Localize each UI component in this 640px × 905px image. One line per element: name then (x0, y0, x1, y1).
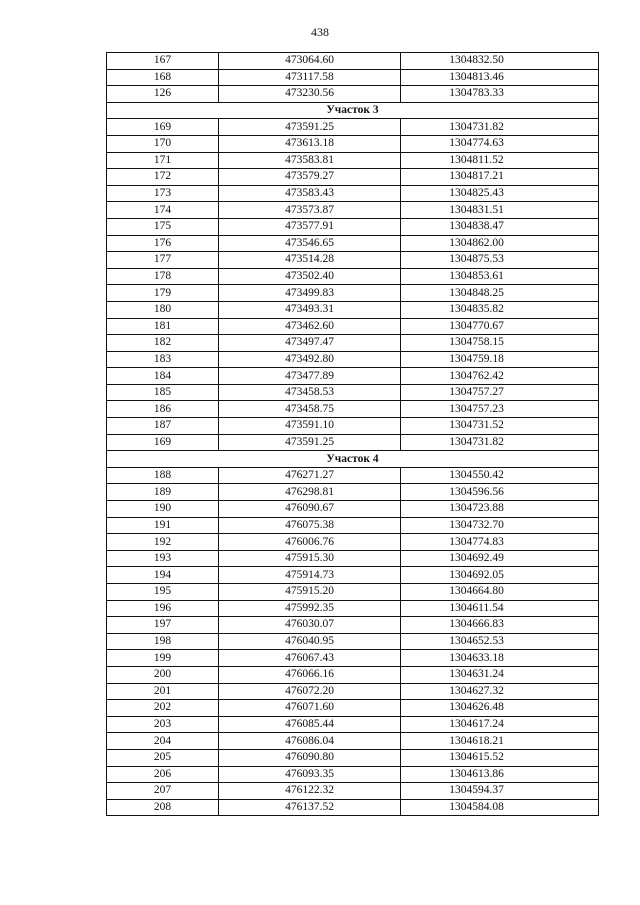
table-row (107, 301, 599, 318)
coordinates-table (106, 52, 599, 816)
table-row (107, 218, 599, 235)
x-coordinate-cell: 476090.80 (219, 749, 401, 766)
x-coordinate-cell: 473591.10 (219, 418, 401, 435)
y-coordinate-cell: 1304862.00 (401, 235, 599, 252)
point-number-cell: 175 (107, 218, 219, 235)
point-number-cell: 183 (107, 351, 219, 368)
point-number-cell: 202 (107, 700, 219, 717)
coordinates-table-body (107, 53, 599, 816)
table-row (107, 252, 599, 269)
point-number-cell: 179 (107, 285, 219, 302)
table-row (107, 285, 599, 302)
x-coordinate-cell: 476066.16 (219, 666, 401, 683)
y-coordinate-cell: 1304692.49 (401, 550, 599, 567)
y-coordinate-cell: 1304633.18 (401, 650, 599, 667)
y-coordinate-cell: 1304723.88 (401, 501, 599, 518)
y-coordinate-cell: 1304615.52 (401, 749, 599, 766)
point-number-cell: 173 (107, 185, 219, 202)
x-coordinate-cell: 473499.83 (219, 285, 401, 302)
y-coordinate-cell: 1304596.56 (401, 484, 599, 501)
point-number-cell: 169 (107, 434, 219, 451)
table-row (107, 335, 599, 352)
x-coordinate-cell: 473583.43 (219, 185, 401, 202)
point-number-cell: 199 (107, 650, 219, 667)
table-row (107, 749, 599, 766)
y-coordinate-cell: 1304774.63 (401, 135, 599, 152)
x-coordinate-cell: 473502.40 (219, 268, 401, 285)
x-coordinate-cell: 476093.35 (219, 766, 401, 783)
x-coordinate-cell: 473477.89 (219, 368, 401, 385)
y-coordinate-cell: 1304666.83 (401, 617, 599, 634)
y-coordinate-cell: 1304652.53 (401, 633, 599, 650)
y-coordinate-cell: 1304627.32 (401, 683, 599, 700)
x-coordinate-cell: 473546.65 (219, 235, 401, 252)
point-number-cell: 208 (107, 799, 219, 816)
point-number-cell: 194 (107, 567, 219, 584)
x-coordinate-cell: 473117.58 (219, 69, 401, 86)
y-coordinate-cell: 1304813.46 (401, 69, 599, 86)
table-row (107, 584, 599, 601)
page-number: 438 (311, 25, 329, 39)
point-number-cell: 174 (107, 202, 219, 219)
y-coordinate-cell: 1304617.24 (401, 716, 599, 733)
x-coordinate-cell: 473458.75 (219, 401, 401, 418)
y-coordinate-cell: 1304831.51 (401, 202, 599, 219)
table-row (107, 467, 599, 484)
table-row (107, 202, 599, 219)
table-row (107, 766, 599, 783)
point-number-cell: 181 (107, 318, 219, 335)
table-row (107, 53, 599, 70)
x-coordinate-cell: 475915.20 (219, 584, 401, 601)
point-number-cell: 184 (107, 368, 219, 385)
point-number-cell: 206 (107, 766, 219, 783)
y-coordinate-cell: 1304783.33 (401, 86, 599, 103)
section-header-row (107, 451, 599, 468)
point-number-cell: 204 (107, 733, 219, 750)
y-coordinate-cell: 1304774.83 (401, 534, 599, 551)
x-coordinate-cell: 473579.27 (219, 169, 401, 186)
table-row (107, 135, 599, 152)
table-row (107, 501, 599, 518)
section-title: Участок 3 (107, 102, 599, 119)
table-row (107, 600, 599, 617)
point-number-cell: 198 (107, 633, 219, 650)
point-number-cell: 186 (107, 401, 219, 418)
x-coordinate-cell: 476086.04 (219, 733, 401, 750)
table-row (107, 617, 599, 634)
table-row (107, 401, 599, 418)
table-row (107, 318, 599, 335)
table-row (107, 567, 599, 584)
table-row (107, 185, 599, 202)
y-coordinate-cell: 1304584.08 (401, 799, 599, 816)
y-coordinate-cell: 1304626.48 (401, 700, 599, 717)
y-coordinate-cell: 1304825.43 (401, 185, 599, 202)
table-row (107, 550, 599, 567)
y-coordinate-cell: 1304875.53 (401, 252, 599, 269)
point-number-cell: 168 (107, 69, 219, 86)
table-row (107, 86, 599, 103)
x-coordinate-cell: 476075.38 (219, 517, 401, 534)
point-number-cell: 190 (107, 501, 219, 518)
x-coordinate-cell: 473462.60 (219, 318, 401, 335)
point-number-cell: 200 (107, 666, 219, 683)
table-row (107, 700, 599, 717)
table-row (107, 799, 599, 816)
table-row (107, 683, 599, 700)
y-coordinate-cell: 1304770.67 (401, 318, 599, 335)
table-row (107, 235, 599, 252)
x-coordinate-cell: 473583.81 (219, 152, 401, 169)
point-number-cell: 196 (107, 600, 219, 617)
x-coordinate-cell: 476040.95 (219, 633, 401, 650)
point-number-cell: 201 (107, 683, 219, 700)
x-coordinate-cell: 473064.60 (219, 53, 401, 70)
y-coordinate-cell: 1304762.42 (401, 368, 599, 385)
point-number-cell: 169 (107, 119, 219, 136)
y-coordinate-cell: 1304832.50 (401, 53, 599, 70)
x-coordinate-cell: 476298.81 (219, 484, 401, 501)
y-coordinate-cell: 1304758.15 (401, 335, 599, 352)
table-row (107, 650, 599, 667)
x-coordinate-cell: 476071.60 (219, 700, 401, 717)
table-row (107, 783, 599, 800)
x-coordinate-cell: 473230.56 (219, 86, 401, 103)
table-row (107, 434, 599, 451)
y-coordinate-cell: 1304732.70 (401, 517, 599, 534)
table-row (107, 351, 599, 368)
point-number-cell: 193 (107, 550, 219, 567)
point-number-cell: 207 (107, 783, 219, 800)
y-coordinate-cell: 1304731.82 (401, 119, 599, 136)
table-row (107, 633, 599, 650)
x-coordinate-cell: 476085.44 (219, 716, 401, 733)
y-coordinate-cell: 1304731.82 (401, 434, 599, 451)
point-number-cell: 191 (107, 517, 219, 534)
y-coordinate-cell: 1304838.47 (401, 218, 599, 235)
point-number-cell: 187 (107, 418, 219, 435)
table-row (107, 716, 599, 733)
point-number-cell: 189 (107, 484, 219, 501)
y-coordinate-cell: 1304550.42 (401, 467, 599, 484)
x-coordinate-cell: 476072.20 (219, 683, 401, 700)
point-number-cell: 192 (107, 534, 219, 551)
y-coordinate-cell: 1304631.24 (401, 666, 599, 683)
point-number-cell: 167 (107, 53, 219, 70)
x-coordinate-cell: 473458.53 (219, 384, 401, 401)
y-coordinate-cell: 1304811.52 (401, 152, 599, 169)
section-title: Участок 4 (107, 451, 599, 468)
table-row (107, 517, 599, 534)
point-number-cell: 203 (107, 716, 219, 733)
table-row (107, 384, 599, 401)
y-coordinate-cell: 1304731.52 (401, 418, 599, 435)
point-number-cell: 176 (107, 235, 219, 252)
point-number-cell: 197 (107, 617, 219, 634)
x-coordinate-cell: 476067.43 (219, 650, 401, 667)
table-row (107, 169, 599, 186)
table-row (107, 534, 599, 551)
section-header-row (107, 102, 599, 119)
y-coordinate-cell: 1304817.21 (401, 169, 599, 186)
y-coordinate-cell: 1304757.23 (401, 401, 599, 418)
x-coordinate-cell: 473613.18 (219, 135, 401, 152)
x-coordinate-cell: 476006.76 (219, 534, 401, 551)
x-coordinate-cell: 476137.52 (219, 799, 401, 816)
x-coordinate-cell: 473492.80 (219, 351, 401, 368)
y-coordinate-cell: 1304594.37 (401, 783, 599, 800)
point-number-cell: 205 (107, 749, 219, 766)
point-number-cell: 195 (107, 584, 219, 601)
y-coordinate-cell: 1304611.54 (401, 600, 599, 617)
y-coordinate-cell: 1304757.27 (401, 384, 599, 401)
y-coordinate-cell: 1304613.86 (401, 766, 599, 783)
x-coordinate-cell: 473577.91 (219, 218, 401, 235)
x-coordinate-cell: 476271.27 (219, 467, 401, 484)
y-coordinate-cell: 1304835.82 (401, 301, 599, 318)
table-row (107, 666, 599, 683)
x-coordinate-cell: 476030.07 (219, 617, 401, 634)
y-coordinate-cell: 1304848.25 (401, 285, 599, 302)
point-number-cell: 177 (107, 252, 219, 269)
x-coordinate-cell: 473514.28 (219, 252, 401, 269)
point-number-cell: 180 (107, 301, 219, 318)
point-number-cell: 188 (107, 467, 219, 484)
table-row (107, 418, 599, 435)
x-coordinate-cell: 473497.47 (219, 335, 401, 352)
table-row (107, 268, 599, 285)
table-row (107, 152, 599, 169)
point-number-cell: 185 (107, 384, 219, 401)
point-number-cell: 172 (107, 169, 219, 186)
table-row (107, 69, 599, 86)
y-coordinate-cell: 1304664.80 (401, 584, 599, 601)
table-row (107, 368, 599, 385)
point-number-cell: 171 (107, 152, 219, 169)
y-coordinate-cell: 1304853.61 (401, 268, 599, 285)
table-row (107, 733, 599, 750)
x-coordinate-cell: 475992.35 (219, 600, 401, 617)
x-coordinate-cell: 475914.73 (219, 567, 401, 584)
point-number-cell: 182 (107, 335, 219, 352)
x-coordinate-cell: 473493.31 (219, 301, 401, 318)
y-coordinate-cell: 1304692.05 (401, 567, 599, 584)
point-number-cell: 170 (107, 135, 219, 152)
x-coordinate-cell: 473573.87 (219, 202, 401, 219)
x-coordinate-cell: 473591.25 (219, 434, 401, 451)
table-row (107, 119, 599, 136)
x-coordinate-cell: 476122.32 (219, 783, 401, 800)
x-coordinate-cell: 473591.25 (219, 119, 401, 136)
x-coordinate-cell: 475915.30 (219, 550, 401, 567)
table-row (107, 484, 599, 501)
point-number-cell: 126 (107, 86, 219, 103)
point-number-cell: 178 (107, 268, 219, 285)
x-coordinate-cell: 476090.67 (219, 501, 401, 518)
y-coordinate-cell: 1304759.18 (401, 351, 599, 368)
y-coordinate-cell: 1304618.21 (401, 733, 599, 750)
